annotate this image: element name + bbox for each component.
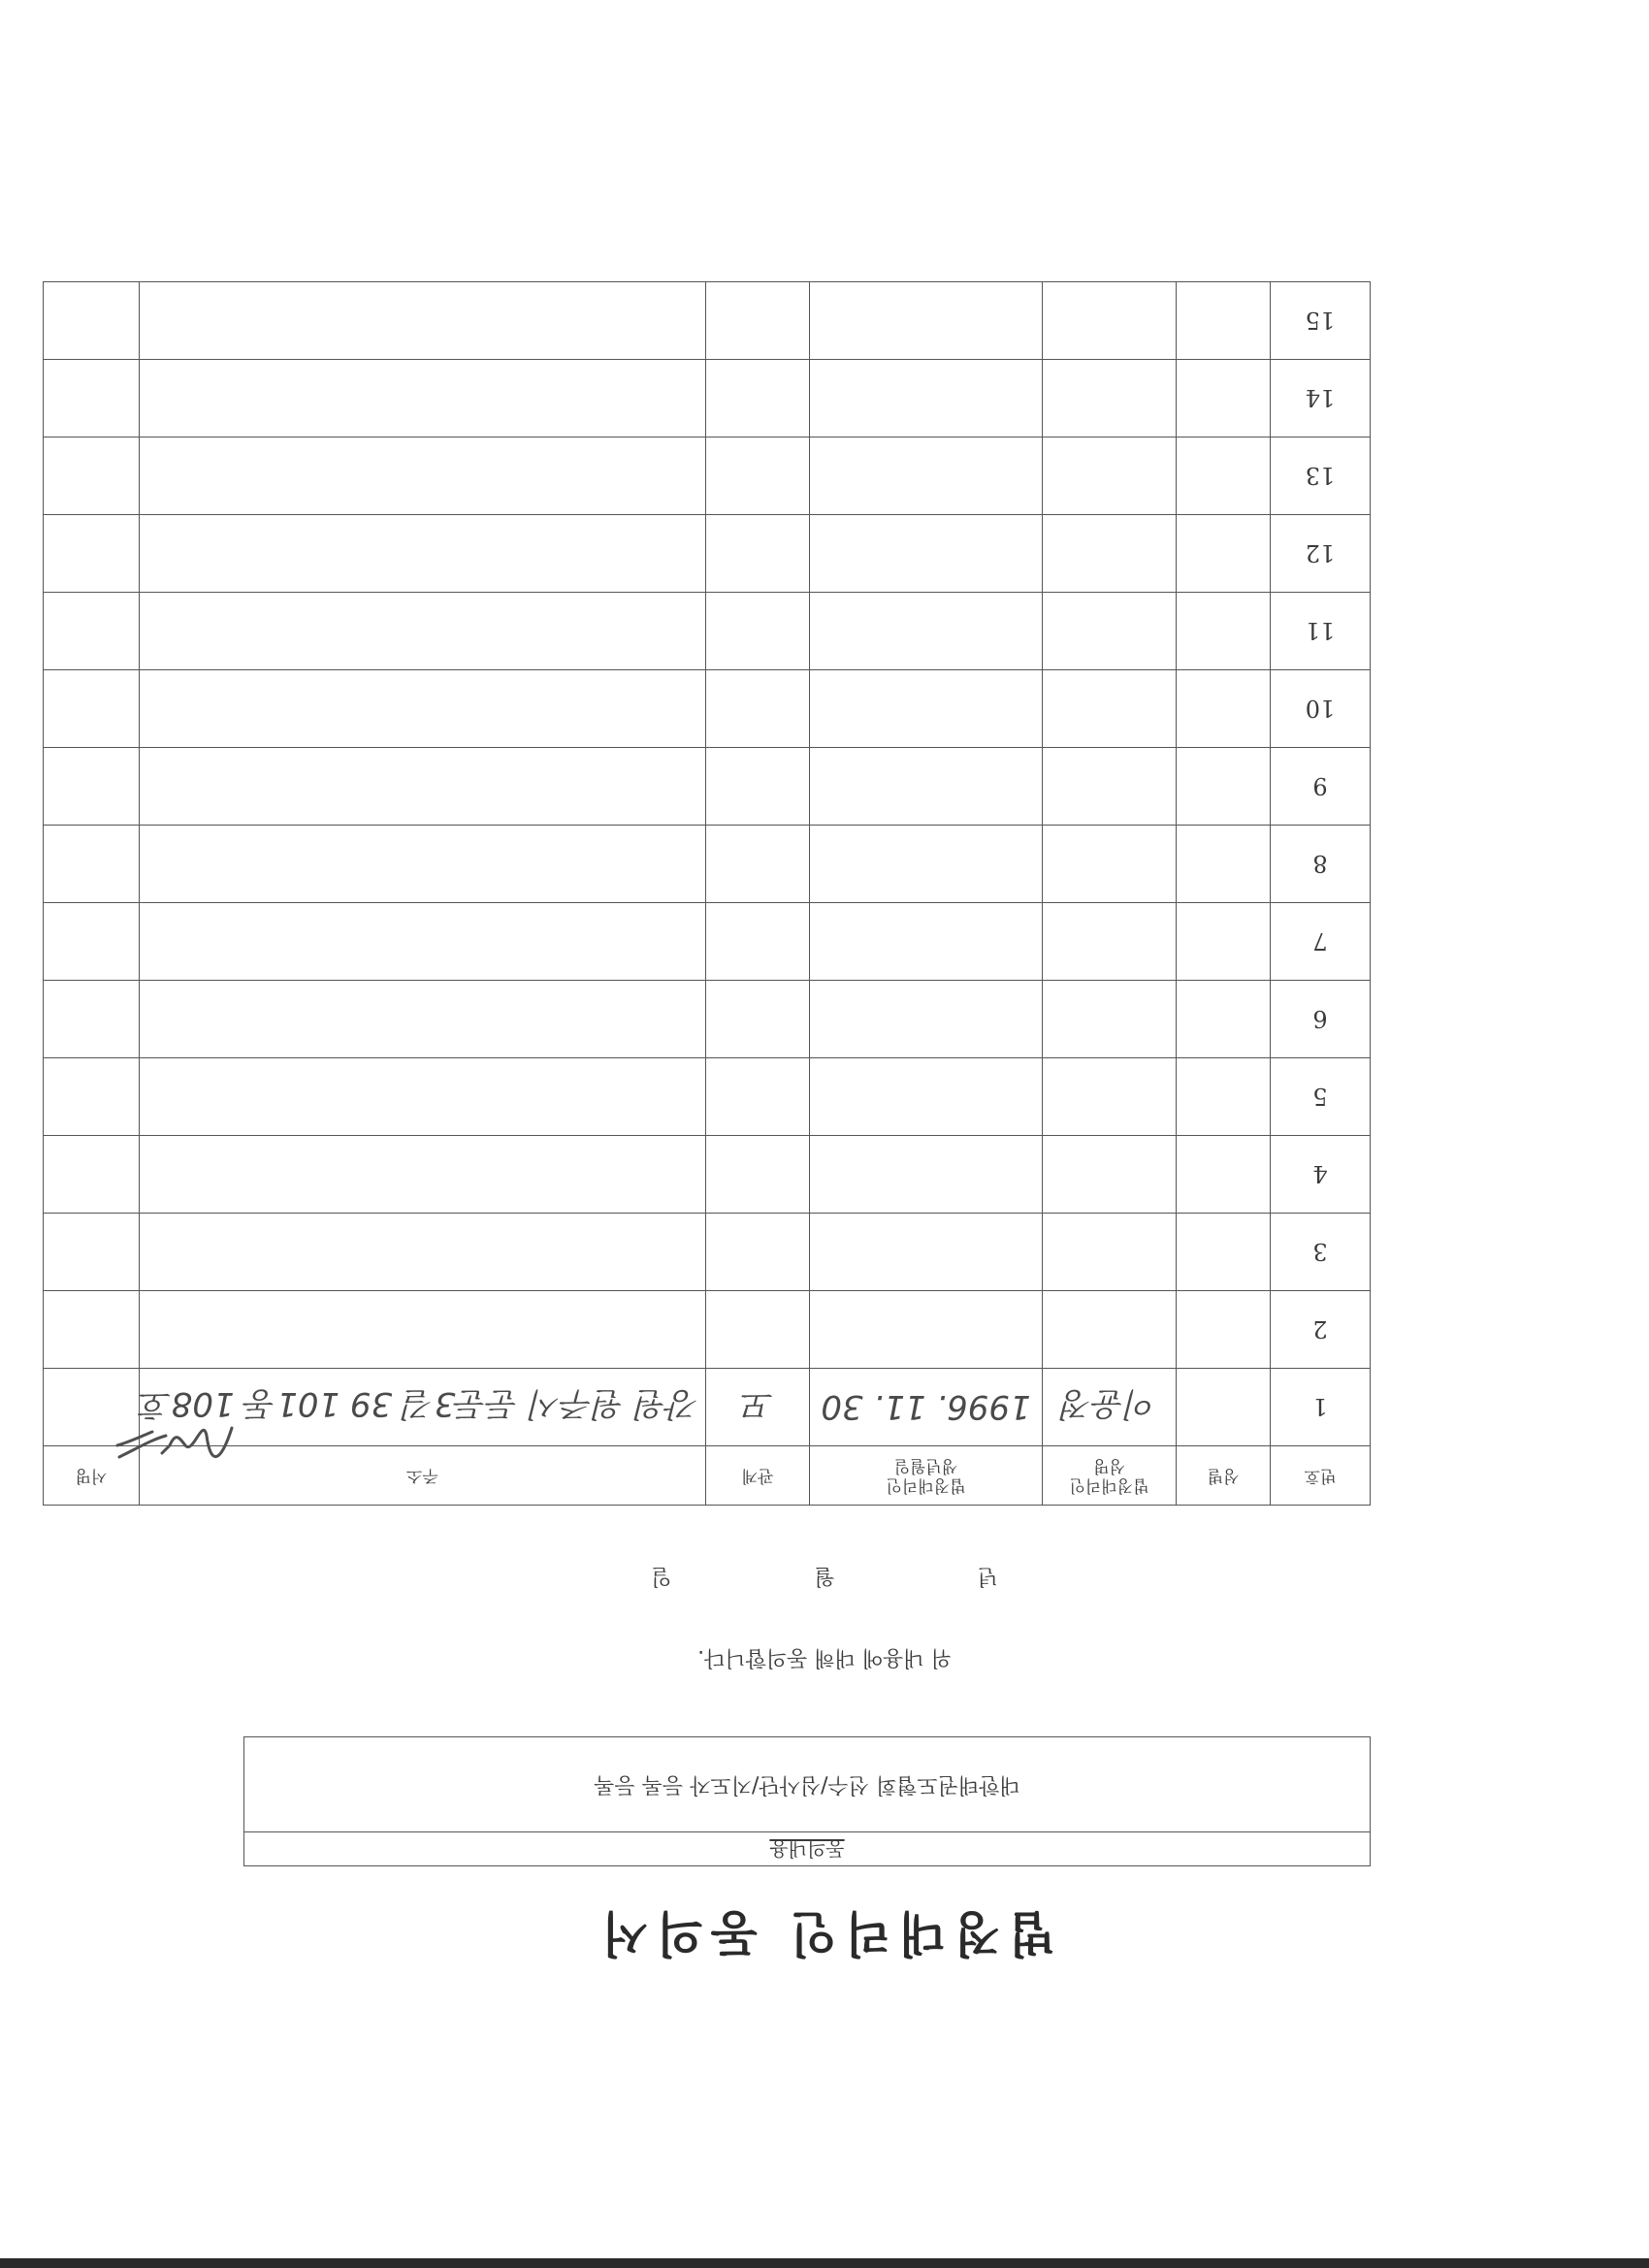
- header-no: 번호: [1271, 1446, 1371, 1506]
- cell-sex: [1177, 903, 1271, 981]
- table-row: [43, 748, 1370, 826]
- cell-guardian-birth: [810, 981, 1043, 1058]
- cell-relation: [706, 515, 810, 593]
- cell-guardian-name: [1043, 670, 1177, 748]
- consent-header: [244, 1831, 1370, 1865]
- cell-address: [139, 670, 705, 748]
- cell-no: 12: [1271, 515, 1371, 593]
- cell-guardian-name: 이윤정: [1043, 1369, 1177, 1446]
- cell-no: 2: [1271, 1291, 1371, 1369]
- cell-no: 6: [1271, 981, 1371, 1058]
- cell-guardian-birth: [810, 1058, 1043, 1136]
- consent-body: 대한태권도협회 선수/심사단/지도자 등록 등록: [594, 1772, 1020, 1797]
- cell-sex: [1177, 593, 1271, 670]
- cell-signature: [43, 748, 139, 826]
- cell-relation: [706, 1214, 810, 1291]
- cell-sex: [1177, 360, 1271, 437]
- cell-relation: [706, 1291, 810, 1369]
- cell-address: [139, 748, 705, 826]
- cell-address: [139, 981, 705, 1058]
- cell-no: 14: [1271, 360, 1371, 437]
- cell-sex: [1177, 670, 1271, 748]
- cell-no: 7: [1271, 903, 1371, 981]
- table-row: [43, 515, 1370, 593]
- cell-signature: [43, 1058, 139, 1136]
- cell-sex: [1177, 1058, 1271, 1136]
- cell-sex: [1177, 437, 1271, 515]
- cell-address: [139, 1214, 705, 1291]
- agree-statement: 위 내용에 대해 동의합니다.: [697, 1645, 952, 1669]
- header-sex: 성별: [1177, 1446, 1271, 1506]
- cell-address: [139, 282, 705, 360]
- cell-guardian-name: [1043, 981, 1177, 1058]
- handwritten-signature: [113, 1416, 240, 1474]
- cell-no: 8: [1271, 826, 1371, 903]
- table-row: [43, 360, 1370, 437]
- cell-guardian-name: [1043, 748, 1177, 826]
- cell-relation: [706, 1136, 810, 1214]
- cell-guardian-birth: [810, 826, 1043, 903]
- cell-guardian-birth: [810, 670, 1043, 748]
- header-relation: 관계: [706, 1446, 810, 1506]
- cell-guardian-name: [1043, 1058, 1177, 1136]
- cell-signature: [43, 1214, 139, 1291]
- cell-signature: [43, 437, 139, 515]
- cell-relation: [706, 360, 810, 437]
- table-row: [43, 981, 1370, 1058]
- date-day-label: 일: [651, 1564, 672, 1588]
- cell-guardian-birth: [810, 360, 1043, 437]
- table-row: [43, 437, 1370, 515]
- cell-guardian-birth: [810, 515, 1043, 593]
- table-row: [43, 1214, 1370, 1291]
- cell-address: [139, 593, 705, 670]
- table-row: [43, 1291, 1370, 1369]
- cell-no: 11: [1271, 593, 1371, 670]
- table-row: [43, 282, 1370, 360]
- cell-relation: [706, 670, 810, 748]
- cell-signature: [43, 903, 139, 981]
- cell-address: [139, 515, 705, 593]
- cell-signature: [43, 1136, 139, 1214]
- cell-signature: [43, 670, 139, 748]
- cell-no: 15: [1271, 282, 1371, 360]
- guardian-table: [43, 281, 1371, 1506]
- cell-relation: [706, 903, 810, 981]
- table-row: [43, 1136, 1370, 1214]
- cell-guardian-birth: [810, 282, 1043, 360]
- document-title: 법정대리인 동의서: [594, 1905, 1055, 1961]
- cell-sex: [1177, 826, 1271, 903]
- cell-guardian-birth: [810, 1214, 1043, 1291]
- cell-sex: [1177, 1136, 1271, 1214]
- consent-header-label: 동의내용: [769, 1837, 845, 1861]
- cell-relation: [706, 282, 810, 360]
- table-body: [43, 282, 1370, 1446]
- table-row: [43, 1369, 1370, 1446]
- cell-relation: 모: [706, 1369, 810, 1446]
- cell-guardian-name: [1043, 1214, 1177, 1291]
- cell-signature: [43, 282, 139, 360]
- cell-guardian-name: [1043, 826, 1177, 903]
- header-address: 주소: [139, 1446, 705, 1506]
- cell-guardian-birth: [810, 748, 1043, 826]
- cell-sex: [1177, 1369, 1271, 1446]
- header-signature: 서명: [43, 1446, 139, 1506]
- cell-no: 10: [1271, 670, 1371, 748]
- header-guardian-birth: 법정대리인 생년월일: [810, 1446, 1043, 1506]
- cell-guardian-name: [1043, 903, 1177, 981]
- cell-sex: [1177, 748, 1271, 826]
- table-row: [43, 826, 1370, 903]
- cell-guardian-name: [1043, 515, 1177, 593]
- cell-address: [139, 1058, 705, 1136]
- date-year-label: 년: [977, 1564, 998, 1588]
- cell-relation: [706, 826, 810, 903]
- cell-no: 5: [1271, 1058, 1371, 1136]
- table-row: [43, 1058, 1370, 1136]
- cell-address: [139, 1291, 705, 1369]
- cell-no: 1: [1271, 1369, 1371, 1446]
- cell-address: [139, 437, 705, 515]
- cell-signature: [43, 515, 139, 593]
- cell-relation: [706, 748, 810, 826]
- cell-address: [139, 360, 705, 437]
- cell-address: [139, 903, 705, 981]
- cell-guardian-name: [1043, 593, 1177, 670]
- cell-guardian-birth: [810, 1291, 1043, 1369]
- cell-address: [139, 826, 705, 903]
- cell-address: 강원 원주시 둔둔3길 39 101동 108호: [139, 1369, 705, 1446]
- cell-signature: [43, 1291, 139, 1369]
- cell-signature: [43, 593, 139, 670]
- cell-guardian-name: [1043, 437, 1177, 515]
- cell-signature: [43, 981, 139, 1058]
- cell-signature: [43, 360, 139, 437]
- table-header-row: [43, 1446, 1370, 1506]
- cell-sex: [1177, 981, 1271, 1058]
- cell-sex: [1177, 1214, 1271, 1291]
- cell-guardian-name: [1043, 282, 1177, 360]
- cell-guardian-name: [1043, 1136, 1177, 1214]
- cell-sex: [1177, 1291, 1271, 1369]
- cell-guardian-birth: 1996. 11. 30: [810, 1369, 1043, 1446]
- table-row: [43, 670, 1370, 748]
- consent-box: [243, 1736, 1371, 1866]
- cell-guardian-birth: [810, 903, 1043, 981]
- cell-relation: [706, 593, 810, 670]
- cell-guardian-birth: [810, 437, 1043, 515]
- date-line: [0, 1563, 1649, 1593]
- cell-no: 4: [1271, 1136, 1371, 1214]
- header-guardian-name: 법정대리인 성명: [1043, 1446, 1177, 1506]
- cell-relation: [706, 437, 810, 515]
- cell-guardian-birth: [810, 1136, 1043, 1214]
- cell-no: 3: [1271, 1214, 1371, 1291]
- table-row: [43, 593, 1370, 670]
- scan-edge: [0, 2258, 1649, 2268]
- cell-sex: [1177, 282, 1271, 360]
- cell-relation: [706, 1058, 810, 1136]
- cell-guardian-birth: [810, 593, 1043, 670]
- cell-guardian-name: [1043, 360, 1177, 437]
- cell-relation: [706, 981, 810, 1058]
- date-month-label: 월: [814, 1564, 835, 1588]
- table-row: [43, 903, 1370, 981]
- cell-guardian-name: [1043, 1291, 1177, 1369]
- cell-signature: [43, 826, 139, 903]
- cell-sex: [1177, 515, 1271, 593]
- cell-address: [139, 1136, 705, 1214]
- cell-no: 9: [1271, 748, 1371, 826]
- cell-no: 13: [1271, 437, 1371, 515]
